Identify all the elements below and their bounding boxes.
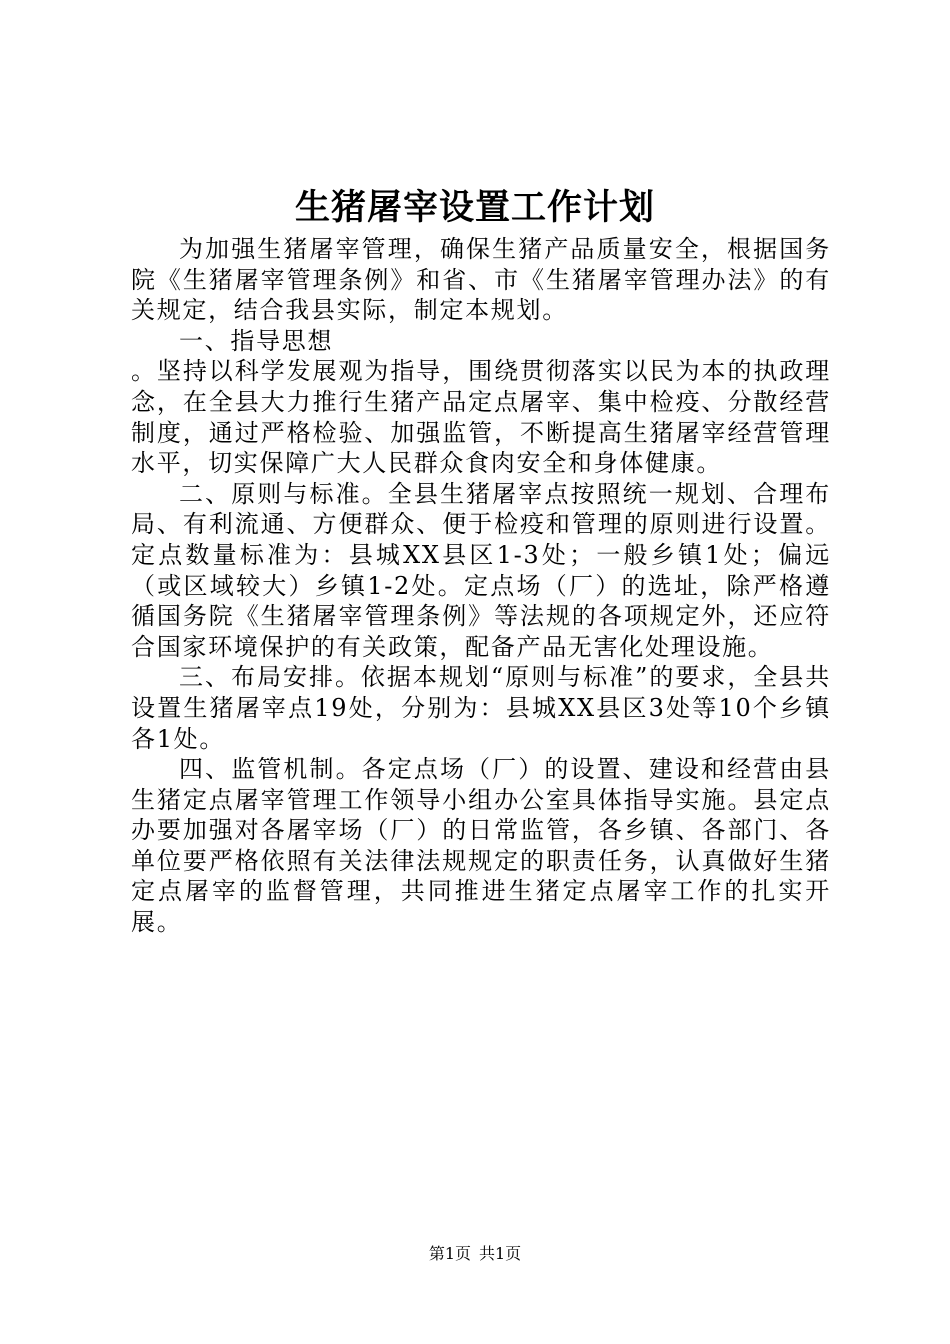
document-body bbox=[131, 234, 831, 938]
page-number: 第1页 bbox=[428, 1244, 471, 1263]
guiding-thought-paragraph: 。坚持以科学发展观为指导，围绕贯彻落实以民为本的执政理念，在全县大力推行生猪产品定点屠宰、集中检疫、分散经营制度，通过严格检验、加强监管，不断提高生猪屠宰经营管理水平，切实保障广大人民群众食肉安全和身体健康。 bbox=[131, 357, 831, 478]
page-footer bbox=[0, 1243, 950, 1265]
page-total: 共1页 bbox=[479, 1244, 522, 1263]
document-title: 生猪屠宰设置工作计划 bbox=[294, 187, 655, 228]
intro-paragraph: 为加强生猪屠宰管理，确保生猪产品质量安全，根据国务院《生猪屠宰管理条例》和省、市《生猪屠宰管理办法》的有关规定，结合我县实际，制定本规划。 bbox=[131, 235, 831, 325]
section-heading-guiding-thought: 一、指导思想 bbox=[179, 326, 334, 355]
layout-paragraph: 三、布局安排。依据本规划“原则与标准”的要求，全县共设置生猪屠宰点19处，分别为：县城XX县区3处等10个乡镇各1处。 bbox=[131, 663, 831, 753]
principles-paragraph: 二、原则与标准。全县生猪屠宰点按照统一规划、合理布局、有利流通、方便群众、便于检疫和管理的原则进行设置。定点数量标准为：县城XX县区1-3处；一般乡镇1处；偏远（或区域较大）乡镇1-2处。定点场（厂）的选址，除严格遵循国务院《生猪屠宰管理条例》等法规的各项规定外，还应符合国家环境保护的有关政策，配备产品无害化处理设施。 bbox=[131, 479, 831, 661]
supervision-paragraph: 四、监管机制。各定点场（厂）的设置、建设和经营由县生猪定点屠宰管理工作领导小组办公室具体指导实施。县定点办要加强对各屠宰场（厂）的日常监管，各乡镇、各部门、各单位要严格依照有关法律法规规定的职责任务，认真做好生猪定点屠宰的监督管理，共同推进生猪定点屠宰工作的扎实开展。 bbox=[131, 755, 831, 937]
